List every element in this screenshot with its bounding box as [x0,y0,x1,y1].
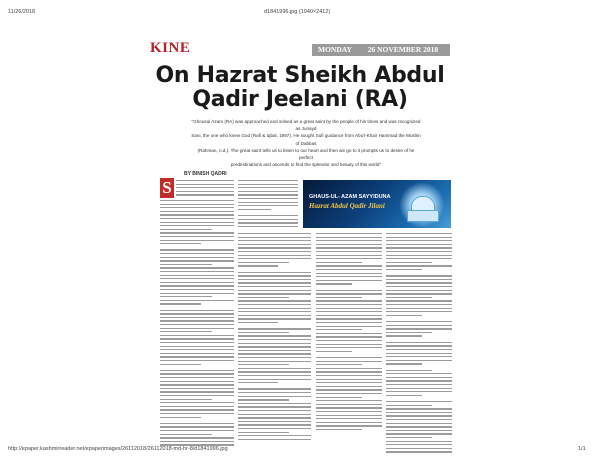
text-line [316,262,362,263]
text-line [386,391,452,392]
banner-title: GHAUS-UL- AZAM SAYYIDUNA [309,194,391,200]
text-line [238,343,311,344]
text-line [176,187,234,188]
text-line [160,303,201,304]
text-line [238,382,278,383]
masthead-date: 26 NOVEMBER 2018 [367,45,439,54]
text-line [316,233,382,234]
article-title-line-2: Qadir Jeelani (RA) [192,87,408,112]
text-line [238,180,298,181]
text-line [386,315,422,316]
text-line [316,425,382,426]
byline: BY BINISH QADRI [184,171,227,177]
text-line [316,280,382,281]
text-line [316,364,362,365]
text-line [160,328,234,329]
text-line [160,275,234,276]
text-line [160,381,234,382]
text-line [238,222,298,223]
text-line [160,430,234,431]
text-line [316,255,382,256]
masthead-label: KINE [150,40,191,56]
text-line [386,321,452,322]
text-line [238,311,311,312]
pull-quote-line: predestinations and ascends to find the splendor and beauty of this world" [230,162,382,168]
text-line [160,253,234,254]
text-column-2 [238,233,311,442]
text-line [316,333,382,334]
text-line [386,412,452,413]
text-line [160,200,234,201]
text-line [316,315,382,316]
text-line [386,293,452,294]
text-line [238,255,311,256]
text-line [386,384,452,385]
text-line [160,409,234,410]
text-line [160,384,234,385]
text-line [238,215,298,216]
text-line [238,357,311,358]
text-line [316,357,382,358]
text-line [160,370,234,371]
text-line [386,356,452,357]
text-line [160,264,212,265]
pull-quote-line: Sani, the one who knew God (Rafi & Iqbal, 1997). He sought Sufi guidance from Abu'l-Khair Hammad the Muslim of Dabbas [191,133,421,146]
text-line [316,336,382,337]
text-line [160,360,234,361]
text-line [386,262,432,263]
text-line [238,202,298,203]
text-line [160,310,234,311]
text-line [386,247,452,248]
print-date: 11/26/2018 [8,9,36,15]
text-line [238,414,311,415]
text-line [160,278,234,279]
text-line [316,347,382,348]
text-line [316,389,382,390]
banner-subtitle: Hazrat Abdul Qadir Jilani [309,202,385,210]
text-line [160,324,234,325]
text-line [316,368,382,369]
text-line [160,434,212,435]
text-line [160,349,234,350]
text-line [386,290,452,291]
text-line [316,429,362,430]
text-line [386,353,452,354]
text-line [160,395,234,396]
text-line [238,332,289,333]
text-line [386,300,452,301]
text-line [238,293,311,294]
print-page-number: 1/1 [578,446,586,452]
text-line [238,226,298,227]
text-line [386,332,432,333]
text-line [160,346,234,347]
date-bar [312,44,450,56]
text-line [386,430,452,431]
article-title-line-1: On Hazrat Sheikh Abdul [155,63,445,88]
text-line [238,375,311,376]
text-line [238,233,311,234]
text-line [160,342,234,343]
text-line [316,244,382,245]
print-title: d1841996.jpg (1940×2412) [264,9,331,15]
text-line [316,344,382,345]
text-line [316,269,382,270]
text-line [316,290,382,291]
text-column-4 [386,233,452,455]
text-line [238,439,311,440]
text-line [160,271,234,272]
text-line [160,289,234,290]
text-line [386,437,432,438]
text-line [160,214,234,215]
text-line [386,251,452,252]
text-line [386,297,432,298]
text-line [238,304,311,305]
text-line [238,410,311,411]
text-line [160,437,234,438]
text-line [160,377,234,378]
text-line [238,251,311,252]
text-line [238,392,311,393]
text-line [238,403,311,404]
text-line [238,428,311,429]
text-line [238,399,289,400]
text-line [386,370,432,371]
text-line [386,335,422,336]
text-line [316,258,382,259]
text-line [238,279,311,280]
text-line [160,406,234,407]
text-line [316,351,352,352]
text-line [316,382,382,383]
text-line [386,373,452,374]
text-line [238,322,278,323]
text-line [238,417,311,418]
text-line [238,187,298,188]
text-line [160,364,201,365]
text-line [238,209,271,210]
text-line [176,184,234,185]
text-line [316,411,382,412]
text-line [386,451,452,452]
text-line [238,237,311,238]
text-line [238,328,311,329]
text-line [316,326,382,327]
text-line [160,232,234,233]
text-column-1 [160,200,234,448]
text-line [316,283,352,284]
text-line [386,269,422,270]
text-line [316,293,382,294]
text-line [238,282,311,283]
text-line [386,342,452,343]
text-line [160,391,234,392]
text-line [238,198,298,199]
text-line [238,286,311,287]
text-line [316,322,382,323]
text-line [160,413,234,414]
text-line [316,415,382,416]
text-line [176,194,234,195]
text-line [160,243,201,244]
text-line [238,219,298,220]
text-line [238,379,311,380]
text-line [238,272,311,273]
text-line [160,218,234,219]
text-line [160,204,234,205]
text-line [386,363,422,364]
text-line [238,240,311,241]
text-line [160,441,234,442]
text-line [386,419,452,420]
text-line [386,258,452,259]
text-line [160,373,234,374]
text-line [238,300,311,301]
text-line [386,349,452,350]
text-line [238,364,289,365]
text-line [160,282,234,283]
shrine-banner-image [303,180,451,228]
text-line [386,282,452,283]
text-line [238,421,311,422]
text-line [316,386,382,387]
text-line [386,255,452,256]
text-line [386,377,452,378]
text-line [160,257,234,258]
text-line [316,251,382,252]
text-line [386,244,452,245]
text-line [238,396,311,397]
text-line [316,400,382,401]
text-line [160,260,234,261]
text-line [386,415,452,416]
text-line [316,247,382,248]
text-line [316,318,382,319]
text-line [238,191,298,192]
text-line [160,417,201,418]
text-line [316,300,382,301]
text-line [238,371,311,372]
text-line [238,258,311,259]
text-line [160,285,234,286]
text-line [386,304,452,305]
text-line [316,273,382,274]
text-line [386,325,452,326]
text-line [386,444,452,445]
text-line [160,313,234,314]
text-line [316,308,382,309]
text-line [176,191,234,192]
text-line [238,350,311,351]
text-line [160,240,234,241]
text-line [160,249,234,250]
text-line [386,237,452,238]
text-line [160,402,234,403]
text-line [386,286,452,287]
text-line [316,422,382,423]
text-line [238,353,311,354]
text-line [386,441,452,442]
text-line [160,229,212,230]
text-line [386,265,452,266]
pull-quote-line: "Ghousul Azam (RA) was approached and solved as a great saint by the people of his times and was recognized as Junayd [191,119,421,132]
text-line [386,308,452,309]
text-line [238,308,311,309]
text-line [316,404,382,405]
text-line [238,368,311,369]
text-line [316,379,382,380]
text-line [238,424,311,425]
text-line [386,275,452,276]
text-line [238,184,298,185]
text-line [316,361,382,362]
text-line [316,276,382,277]
text-line [160,353,234,354]
pull-quote-line: (Rahman, n.d.). The great saint tells us to listen to our heart and then we go to it prompts us to desire of he perfect [197,147,415,161]
text-line [386,408,452,409]
text-line [238,262,289,263]
text-line [160,399,212,400]
text-line [238,388,311,389]
text-column-1-top [176,180,234,198]
text-line [386,240,452,241]
text-line [160,267,234,268]
text-line [386,311,452,312]
text-line [238,435,311,436]
text-line [160,211,234,212]
text-line [160,222,234,223]
text-line [316,407,382,408]
pull-quote [190,118,422,168]
text-line [316,371,382,372]
text-line [316,265,382,266]
text-line [386,360,452,361]
text-line [160,207,234,208]
text-line [238,297,289,298]
text-line [238,346,311,347]
text-line [238,247,311,248]
text-line [160,331,212,332]
text-line [238,335,311,336]
text-line [238,194,298,195]
text-line [238,432,289,433]
text-line [316,297,362,298]
text-line [386,380,452,381]
text-line [386,423,452,424]
text-line [316,329,362,330]
text-line [160,335,234,336]
text-line [160,320,234,321]
text-line [316,340,382,341]
text-line [160,426,234,427]
text-line [238,339,311,340]
text-line [386,426,452,427]
text-line [160,423,234,424]
text-line [238,315,311,316]
drop-cap: S [160,178,174,198]
text-line [316,393,382,394]
text-line [160,300,234,301]
text-line [316,311,382,312]
text-line [160,293,234,294]
text-line [238,275,311,276]
text-line [160,338,234,339]
text-line [386,233,452,234]
text-line [316,418,382,419]
text-column-3 [316,233,382,432]
text-line [238,318,311,319]
text-line [386,328,452,329]
text-line [316,375,382,376]
text-line [176,180,234,181]
text-line [238,406,311,407]
text-line [316,240,382,241]
text-line [316,304,382,305]
text-line [238,265,278,266]
text-line [160,225,234,226]
text-line [386,405,432,406]
text-line [238,290,311,291]
text-line [386,448,452,449]
text-line [386,388,452,389]
text-line [160,356,234,357]
text-column-2-top [238,180,298,229]
text-line [386,401,452,402]
text-line [160,236,234,237]
text-line [386,433,452,434]
text-line [160,296,212,297]
text-line [316,397,362,398]
text-line [386,345,452,346]
text-line [160,317,234,318]
masthead-day: MONDAY [318,45,352,54]
text-line [160,388,234,389]
text-line [316,237,382,238]
text-line [238,205,298,206]
print-url: http://epaper.kashmirreader.net/epaperimages/26112018/26112018-md-hr-8/d1841996.jpg [8,446,228,452]
text-line [238,244,311,245]
text-line [386,279,452,280]
text-line [386,395,422,396]
shrine-building-icon [407,210,439,222]
text-line [238,361,311,362]
